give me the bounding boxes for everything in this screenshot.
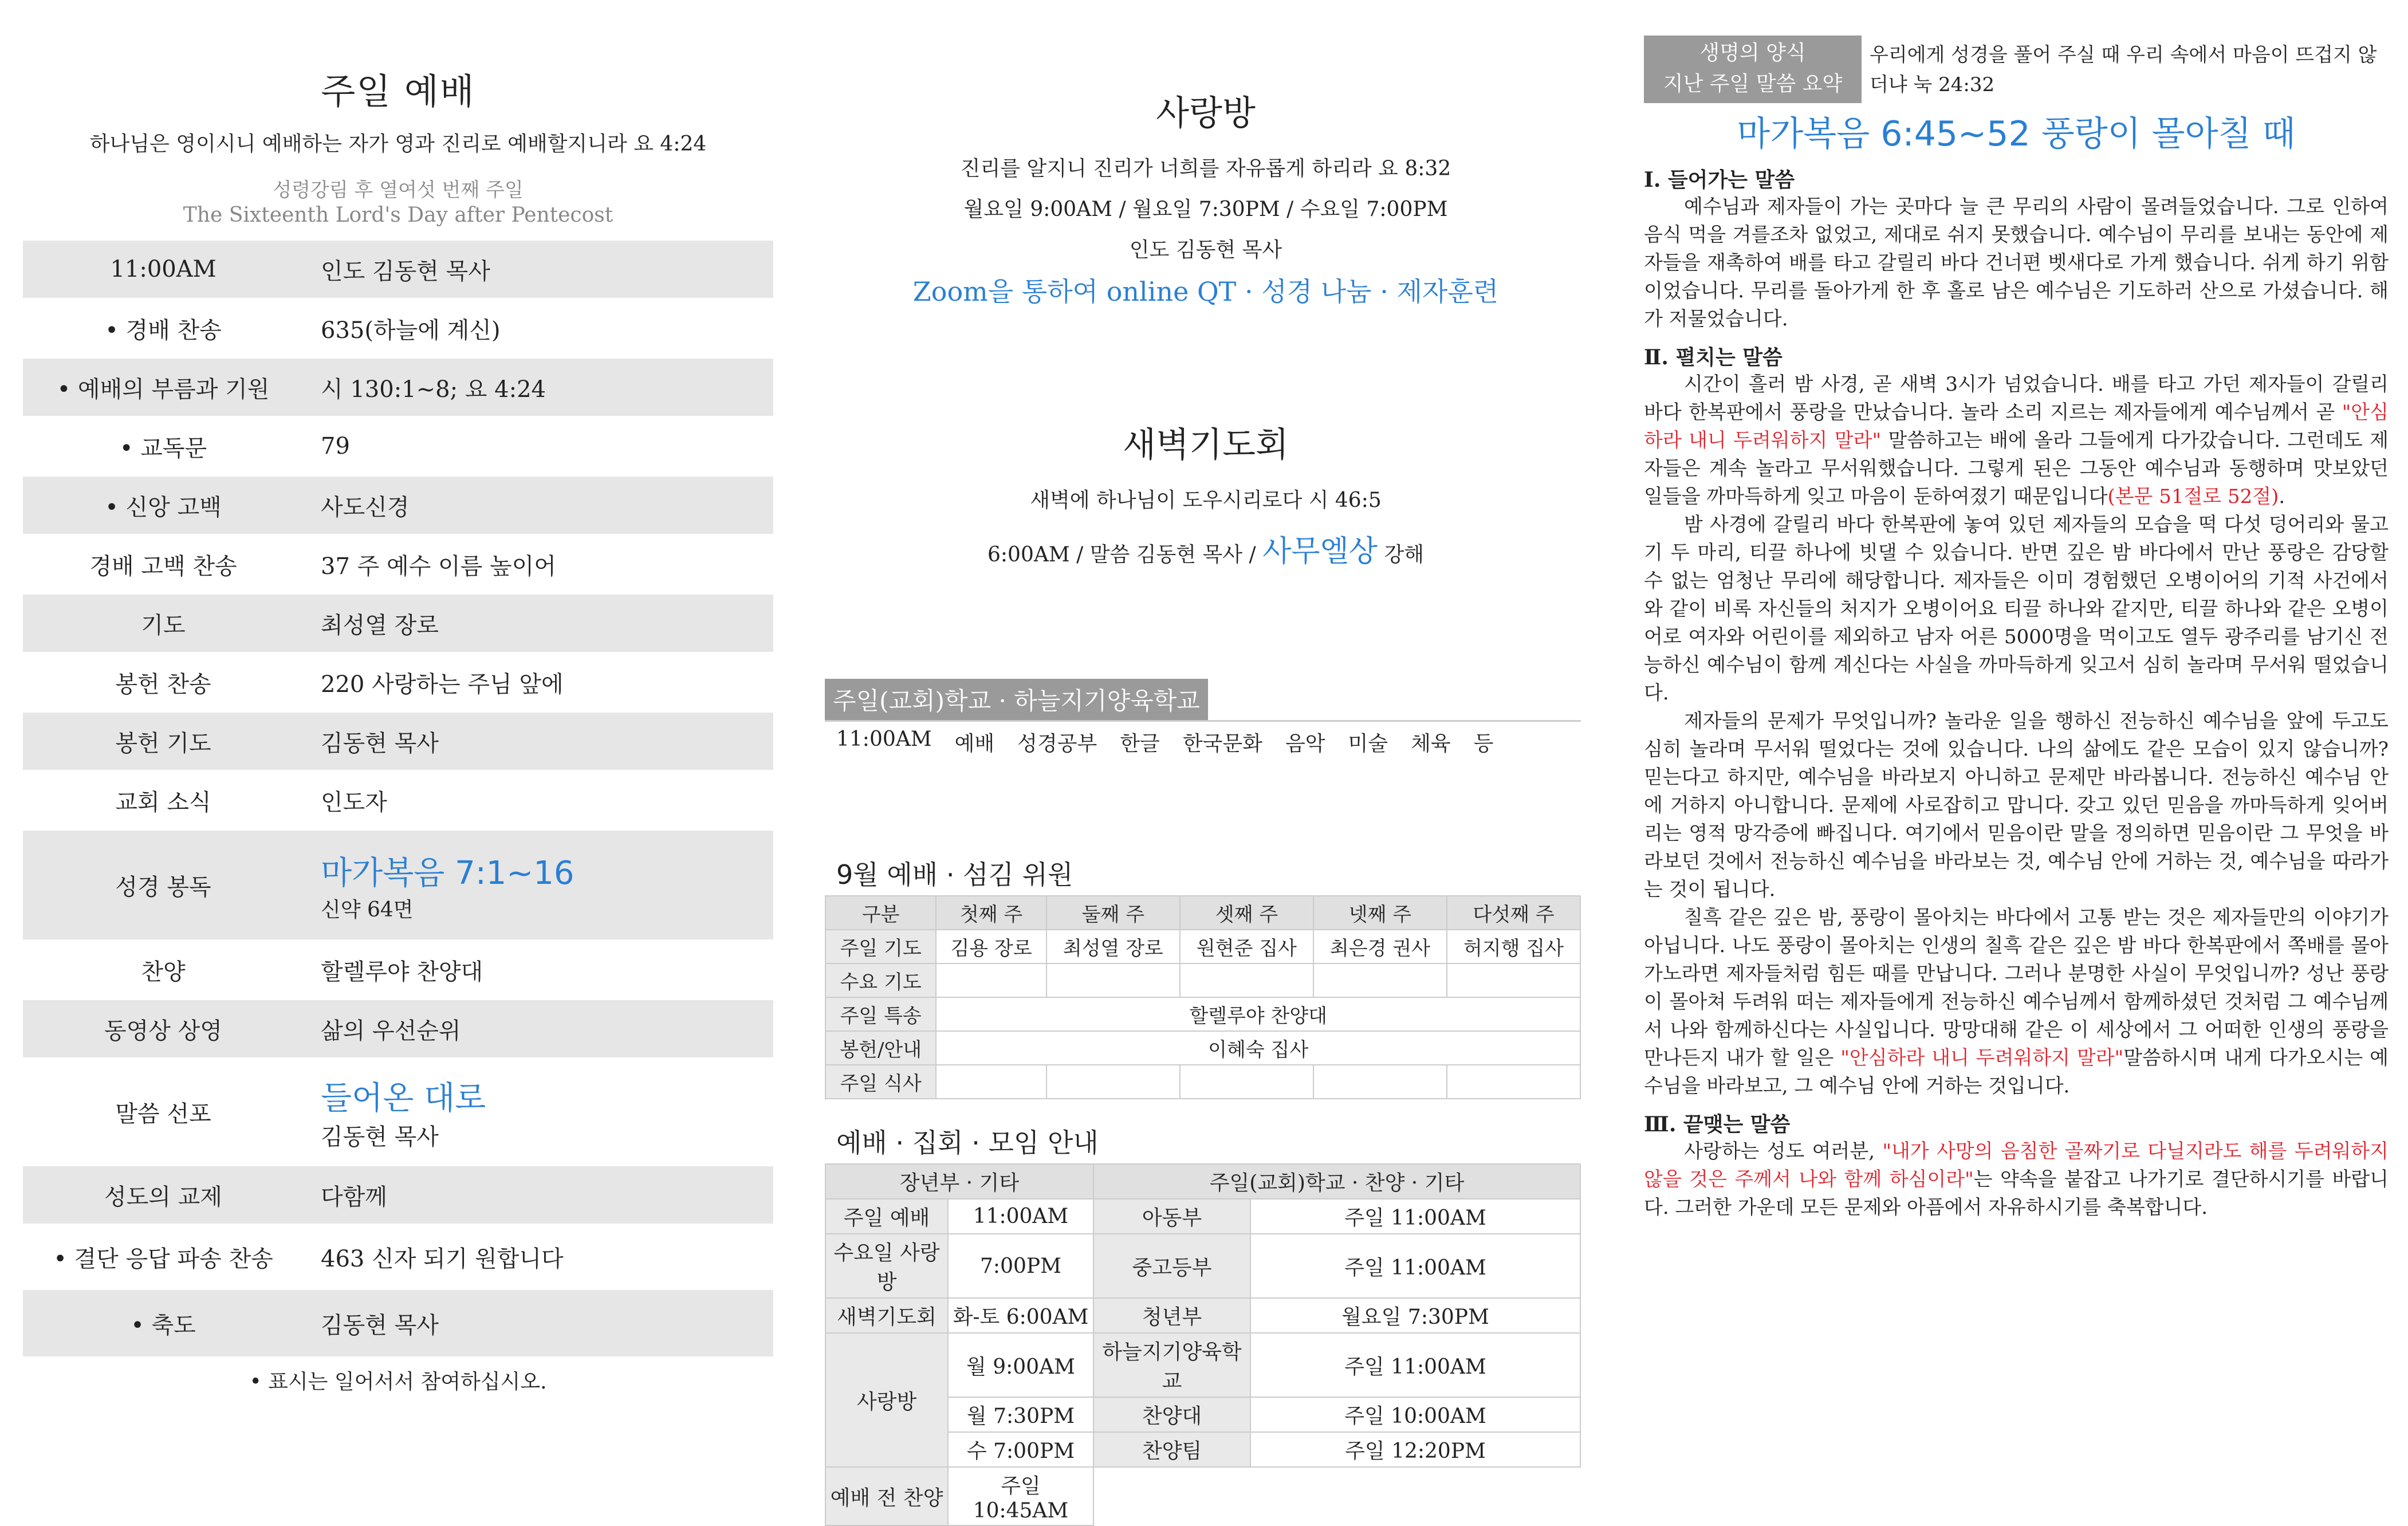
school-item: 등 <box>1473 732 1494 756</box>
order-label: 봉헌 기도 <box>115 730 211 757</box>
order-row <box>23 416 773 477</box>
meeting-label: 찬양대 <box>1093 1397 1250 1432</box>
order-row <box>23 534 773 595</box>
duty-header: 셋째 주 <box>1180 896 1313 930</box>
meeting-header: 주일(교회)학교 · 찬양 · 기타 <box>1093 1164 1580 1199</box>
preacher: 김동현 목사 <box>321 1123 439 1150</box>
order-row <box>23 713 773 770</box>
announcements-column <box>825 0 1587 1523</box>
order-value: 김동현 목사 <box>321 1312 439 1339</box>
duty-cell <box>1447 1065 1580 1099</box>
meeting-title: 예배 · 집회 · 모임 안내 <box>836 1127 1099 1158</box>
sarangbang-verse: 진리를 알지니 진리가 너희를 자유롭게 하리라 요 8:32 <box>960 157 1451 180</box>
duty-cell <box>1046 963 1180 997</box>
meeting-time: 11:00AM <box>948 1199 1093 1234</box>
meeting-time: 월 9:00AM <box>948 1333 1093 1397</box>
section-paragraph <box>1644 1138 2389 1222</box>
order-row <box>23 359 773 416</box>
meeting-header-row <box>825 1164 1580 1199</box>
meeting-row <box>825 1199 1580 1234</box>
meeting-time: 화-토 6:00AM <box>948 1298 1093 1333</box>
service-verse: 하나님은 영이시니 예배하는 자가 영과 진리로 예배할지니라 요 4:24 <box>89 132 707 156</box>
duty-row <box>825 930 1580 963</box>
order-value <box>304 848 773 923</box>
section-heading: Ⅱ. 펼치는 말씀 <box>1644 345 1783 369</box>
sarangbang-leader: 인도 김동현 목사 <box>1129 238 1282 262</box>
sermon-summary-title: 마가복음 6:45~52 풍랑이 몰아칠 때 <box>1737 114 2296 154</box>
order-label: 봉헌 찬송 <box>115 671 211 698</box>
duty-row <box>825 1065 1580 1099</box>
duty-cell: 원현준 집사 <box>1180 930 1313 963</box>
order-value: 사도신경 <box>321 494 410 521</box>
duty-label: 수요 기도 <box>825 963 936 997</box>
paragraph-text: 말씀하고는 배에 올라 그들에게 다가갔습니다. 그런데도 제자들은 계속 놀라고 무서워했습니다. 그렇게 된은 그동안 예수님과 동행하며 맛보았던 일들을 까마득하게 잊고 마음이 둔하여졌기 때문입니다 <box>1644 429 2389 508</box>
order-label: • 교독문 <box>119 435 207 462</box>
school-item: 성경공부 <box>1017 732 1097 756</box>
order-row <box>23 1224 773 1290</box>
sermon-summary-column <box>1644 0 2389 1461</box>
duty-row <box>825 997 1580 1031</box>
order-label: 찬양 <box>141 958 186 985</box>
header-verse: 우리에게 성경을 풀어 주실 때 우리 속에서 마음이 뜨겁지 않더냐 눅 24:32 <box>1870 44 2377 96</box>
duty-cell-merged: 할렐루야 찬양대 <box>936 997 1580 1031</box>
school-bar: 주일(교회)학교 · 하늘지기양육학교 <box>825 679 1208 720</box>
duty-cell <box>1180 1065 1313 1099</box>
meeting-row <box>825 1234 1580 1298</box>
meeting-label: 주일 예배 <box>825 1199 948 1234</box>
duty-cell: 김용 장로 <box>936 930 1046 963</box>
order-value: 최성열 장로 <box>321 612 439 639</box>
duty-cell <box>1313 1065 1447 1099</box>
order-value: 시 130:1~8; 요 4:24 <box>321 376 546 403</box>
order-label: 교회 소식 <box>115 789 211 816</box>
meeting-label: 아동부 <box>1093 1199 1250 1234</box>
order-row <box>23 1000 773 1057</box>
order-label: • 경배 찬송 <box>105 317 222 344</box>
meeting-time: 주일 10:45AM <box>948 1467 1093 1525</box>
highlight-reference: (본문 51절로 52절) <box>2107 485 2279 508</box>
sarangbang-times: 월요일 9:00AM / 월요일 7:30PM / 수요일 7:00PM <box>963 198 1448 221</box>
dawn-prayer-verse: 새벽에 하나님이 도우시리로다 시 46:5 <box>1030 489 1382 512</box>
school-item: 11:00AM <box>836 727 932 751</box>
duty-cell: 최은경 권사 <box>1313 930 1447 963</box>
order-label: 11:00AM <box>110 256 217 282</box>
order-row <box>23 1057 773 1166</box>
meeting-label: 새벽기도회 <box>825 1298 948 1333</box>
meeting-time: 주일 10:00AM <box>1250 1397 1580 1432</box>
badge-title: 생명의 양식 <box>1699 41 1806 65</box>
sarangbang-title: 사랑방 <box>1156 93 1256 133</box>
meeting-header: 장년부 · 기타 <box>825 1164 1093 1199</box>
duty-label: 주일 식사 <box>825 1065 936 1099</box>
order-value: 삶의 우선순위 <box>321 1017 461 1044</box>
meeting-time: 수 7:00PM <box>948 1432 1093 1467</box>
scripture-reading: 마가복음 7:1~16 <box>321 854 575 892</box>
section-paragraph <box>1644 371 2389 511</box>
school-item: 예배 <box>954 732 995 756</box>
duty-cell <box>1180 963 1313 997</box>
order-row <box>23 652 773 713</box>
duty-header: 첫째 주 <box>936 896 1046 930</box>
order-label: 동영상 상영 <box>104 1017 222 1044</box>
meeting-label: 찬양팀 <box>1093 1432 1250 1467</box>
order-label: • 축도 <box>131 1312 196 1339</box>
school-item: 한국문화 <box>1182 732 1262 756</box>
order-label: 경배 고백 찬송 <box>89 553 237 580</box>
section-heading: Ⅲ. 끝맺는 말씀 <box>1644 1112 1791 1136</box>
meeting-row <box>825 1333 1580 1397</box>
order-row <box>23 1166 773 1224</box>
duty-table <box>825 895 1581 1099</box>
sermon-title: 들어온 대로 <box>321 1079 486 1117</box>
paragraph-text: 는 약속을 붙잡고 나가기로 결단하시기를 바랍니다. 그러한 가운데 모든 문제와 아픔에서 자유하시기를 축복합니다. <box>1644 1168 2389 1219</box>
school-item: 체육 <box>1411 732 1451 756</box>
meeting-table <box>825 1163 1581 1526</box>
duty-cell <box>1313 963 1447 997</box>
order-label: • 예배의 부름과 기원 <box>57 376 270 403</box>
zoom-notice: Zoom을 통하여 online QT · 성경 나눔 · 제자훈련 <box>912 276 1499 307</box>
meeting-label: 청년부 <box>1093 1298 1250 1333</box>
meeting-time: 월 7:30PM <box>948 1397 1093 1432</box>
duty-row <box>825 963 1580 997</box>
service-subtitle-en: The Sixteenth Lord's Day after Pentecost <box>183 203 613 227</box>
duty-header-row <box>825 896 1580 930</box>
meeting-empty <box>1093 1467 1580 1525</box>
paragraph-text: . <box>2279 485 2285 508</box>
meeting-label: 중고등부 <box>1093 1234 1250 1298</box>
order-row <box>23 770 773 831</box>
section-paragraph <box>1644 904 2389 1100</box>
meeting-time: 7:00PM <box>948 1234 1093 1298</box>
order-value: 79 <box>321 433 350 459</box>
meeting-time: 월요일 7:30PM <box>1250 1298 1580 1333</box>
order-row <box>23 298 773 359</box>
duty-cell <box>936 963 1046 997</box>
duty-cell: 허지행 집사 <box>1447 930 1580 963</box>
order-row <box>23 477 773 534</box>
service-title: 주일 예배 <box>321 70 475 112</box>
duty-header: 넷째 주 <box>1313 896 1447 930</box>
duty-cell-merged: 이혜숙 집사 <box>936 1031 1580 1065</box>
paragraph-text: 시간이 흘러 밤 사경, 곧 새벽 3시가 넘었습니다. 배를 타고 가던 제자들이 갈릴리 바다 한복판에서 풍랑을 만났습니다. 놀라 소리 지르는 제자들에게 예수님께서 곧 <box>1644 373 2389 424</box>
duty-label: 봉헌/안내 <box>825 1031 936 1065</box>
meeting-time: 주일 11:00AM <box>1250 1199 1580 1234</box>
duty-cell: 최성열 장로 <box>1046 930 1180 963</box>
highlight-quote: "안심하라 내니 두려워하지 말라" <box>1644 401 2389 452</box>
order-value: 463 신자 되기 원합니다 <box>321 1245 564 1272</box>
duty-row <box>825 1031 1580 1065</box>
section-paragraph: 제자들의 문제가 무엇입니까? 놀라운 일을 행하신 전능하신 예수님을 앞에 두고도 심히 놀라며 무서워 떨었다는 것에 있습니다. 나의 삶에도 같은 모습이 있지 않습니까? 믿는다고 하지만, 예수님을 바라보지 아니하고 문제만 바라봅니다. 전능하신 예수님 안에 거하지 아니합니다. 문제에 사로잡히고 맙니다. 갖고 있던 믿음을 까마득하게 잊어버리는 영적 망각증에 빠집니다. 여기에서 믿음이란 말을 정의하면 믿음이란 그 무엇을 바라보던 것에서 전능하신 예수님을 바라보는 것, 예수님 안에 거하는 것, 예수님을 따라가는 것이 됩니다. <box>1644 710 2389 901</box>
dawn-prayer-time: 6:00AM / 말씀 김동현 목사 / <box>987 543 1263 567</box>
section-heading: Ⅰ. 들어가는 말씀 <box>1644 168 1795 192</box>
duty-header: 구분 <box>825 896 936 930</box>
section-paragraph: 밤 사경에 갈릴리 바다 한복판에 놓여 있던 제자들의 모습을 떡 다섯 덩어리와 물고기 두 마리, 티끌 하나에 빗댈 수 있습니다. 반면 깊은 밤 바다에서 만난 풍랑은 감당할 수 없는 엄청난 무리에 해당합니다. 제자들은 이미 경험했던 오병이어의 기적 사건에서와 같이 비록 자신들의 처지가 오병이어요 티끌 하나와 같지만, 티끌 하나와 같은 오병이어로 여자와 어린이를 제외하고 남자 어른 5000명을 먹이고도 열두 광주리를 남기신 전능하신 예수님이 함께 계신다는 사실을 까마득하게 잊고서 심히 놀라며 무서워 떨었습니다. <box>1644 513 2389 705</box>
meeting-time: 주일 11:00AM <box>1250 1234 1580 1298</box>
duty-title: 9월 예배 · 섬김 위원 <box>836 859 1073 890</box>
paragraph-text: 칠흑 같은 깊은 밤, 풍랑이 몰아치는 바다에서 고통 받는 것은 제자들만의 이야기가 아닙니다. 나도 풍랑이 몰아치는 인생의 칠흑 같은 깊은 밤 바다 한복판에서 쪽배를 몰아가노라면 제자들처럼 힘든 때를 만납니다. 그러나 분명한 사실이 무엇입니까? 성난 풍랑이 몰아쳐 두려워 떠는 제자들에게 전능하신 예수님께서 함께하셨던 것처럼 그 예수님께서 나와 함께하신다는 사실입니다. 망망대해 같은 이 세상에서 그 어떠한 인생의 풍랑을 만나든지 내가 할 일은 <box>1644 906 2389 1069</box>
worship-order-column <box>23 0 773 1461</box>
school-items <box>825 727 1587 757</box>
meeting-row <box>825 1467 1580 1525</box>
meeting-label: 하늘지기양육학교 <box>1093 1333 1250 1397</box>
sermon-header <box>1644 36 2389 103</box>
duty-header: 둘째 주 <box>1046 896 1180 930</box>
order-value: 220 사랑하는 주님 앞에 <box>321 671 564 698</box>
worship-order-list <box>23 241 773 1356</box>
duty-label: 주일 기도 <box>825 930 936 963</box>
highlight-quote: "안심하라 내니 두려워하지 말라" <box>1840 1047 2124 1069</box>
badge-subtitle: 지난 주일 말씀 요약 <box>1663 72 1843 96</box>
school-item: 한글 <box>1120 732 1160 756</box>
order-value: 다함께 <box>321 1183 387 1210</box>
meeting-label: 사랑방 <box>825 1333 948 1467</box>
order-label: 성도의 교제 <box>104 1183 222 1210</box>
order-value: 인도 김동현 목사 <box>321 258 490 285</box>
duty-header: 다섯째 주 <box>1447 896 1580 930</box>
meeting-row <box>825 1298 1580 1333</box>
school-section <box>825 679 1581 722</box>
duty-cell <box>1046 1065 1180 1099</box>
meeting-time: 주일 11:00AM <box>1250 1333 1580 1397</box>
paragraph-text: 말씀하시며 내게 다가오시는 예수님을 바라보고, 그 예수님 안에 거하는 것입니다. <box>1644 1047 2389 1098</box>
dawn-prayer-info <box>825 527 1587 570</box>
standing-footnote: • 표시는 일어서서 참여하십시오. <box>249 1370 547 1394</box>
meeting-time: 주일 12:20PM <box>1250 1432 1580 1467</box>
meeting-label: 예배 전 찬양 <box>825 1467 948 1525</box>
order-value: 37 주 예수 이름 높이어 <box>321 553 556 580</box>
order-row <box>23 595 773 652</box>
dawn-prayer-suffix: 강해 <box>1378 543 1424 567</box>
order-label: 성경 봉독 <box>115 874 211 900</box>
order-value: 인도자 <box>321 789 387 816</box>
order-row <box>23 241 773 298</box>
dawn-prayer-book: 사무엘상 <box>1262 534 1378 569</box>
school-item: 미술 <box>1348 732 1388 756</box>
meeting-label: 수요일 사랑방 <box>825 1234 948 1298</box>
duty-cell <box>936 1065 1046 1099</box>
order-label: • 신앙 고백 <box>105 494 222 521</box>
order-value: 김동현 목사 <box>321 730 439 757</box>
scripture-page: 신약 64면 <box>321 898 414 922</box>
order-value: 할렐루야 찬양대 <box>321 958 483 985</box>
duty-cell <box>1447 963 1580 997</box>
school-item: 음악 <box>1285 732 1325 756</box>
sermon-badge <box>1644 36 1862 103</box>
order-row <box>23 939 773 1000</box>
order-label: 말씀 선포 <box>115 1100 211 1127</box>
order-row <box>23 831 773 939</box>
order-label: 기도 <box>141 612 186 639</box>
duty-label: 주일 특송 <box>825 997 936 1031</box>
dawn-prayer-title: 새벽기도회 <box>1123 425 1289 465</box>
order-value: 635(하늘에 계신) <box>321 317 501 344</box>
highlight-quote: "내가 사망의 음침한 골짜기로 다닐지라도 해를 두려워하지 않을 것은 주께서 나와 함께 하심이라" <box>1644 1140 2389 1191</box>
order-label: • 결단 응답 파송 찬송 <box>53 1245 273 1272</box>
section-paragraph: 예수님과 제자들이 가는 곳마다 늘 큰 무리의 사람이 몰려들었습니다. 그로 인하여 음식 먹을 겨를조차 없었고, 제대로 쉬지 못했습니다. 예수님이 무리를 보내는 동안에 제자들을 재촉하여 배를 타고 갈릴리 바다 건너편 벳새다로 가게 했습니다. 쉬게 하기 위함이었습니다. 무리를 돌아가게 한 후 홀로 남은 예수님은 기도하러 산으로 가셨습니다. 해가 저물었습니다. <box>1644 195 2389 331</box>
paragraph-text: 사랑하는 성도 여러분, <box>1684 1140 1883 1163</box>
order-row <box>23 1290 773 1356</box>
service-subtitle-kr: 성령강림 후 열여섯 번째 주일 <box>273 179 524 202</box>
order-value <box>304 1073 773 1151</box>
